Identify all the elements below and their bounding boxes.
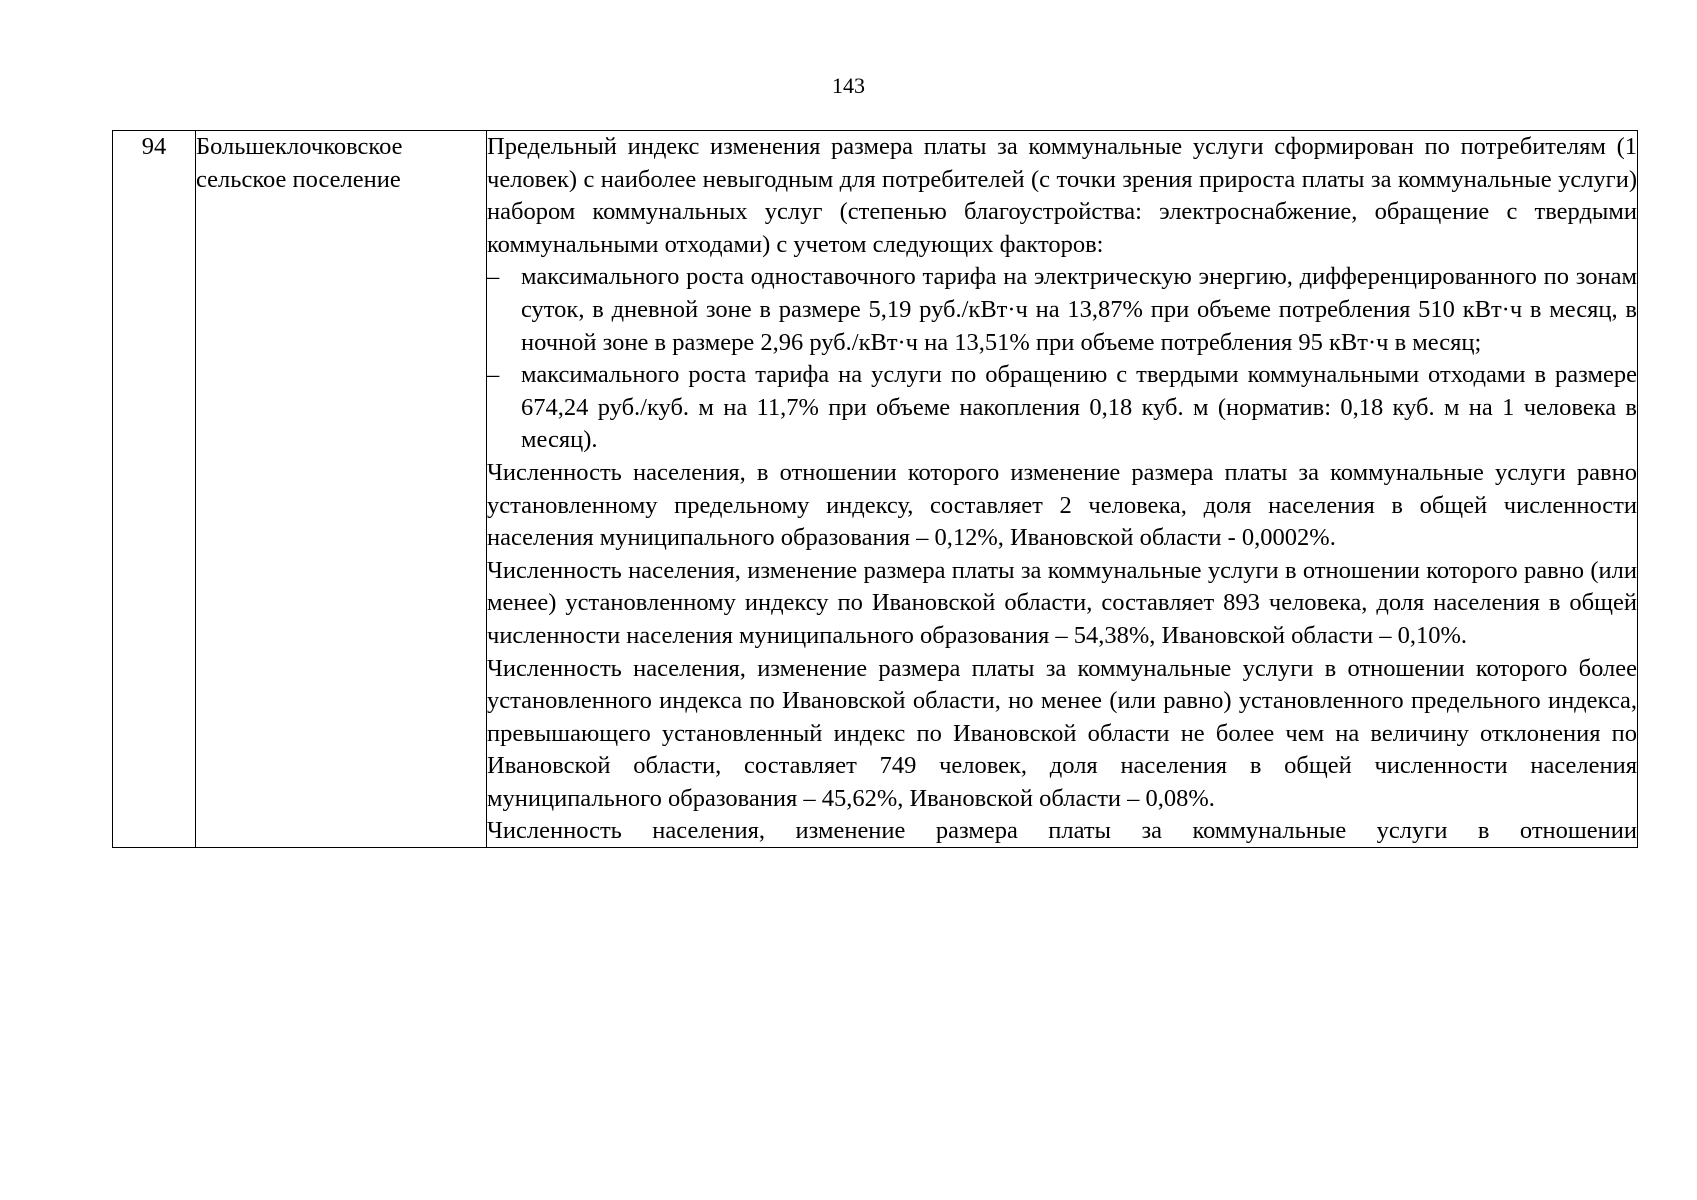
bullet-text: максимального роста тарифа на услуги по обращению с твердыми коммунальными отходами в размере 674,24 руб./куб. м на 11,7% при объеме накопления 0,18 куб. м (норматив: 0,18 куб. м на 1 человека в месяц). bbox=[521, 361, 1637, 454]
population-paragraph-below-index: Численность населения, изменение размера платы за коммунальные услуги в отношении которого равно (или менее) установленному индексу по Ивановской области, составляет 893 человека, доля населения в общей численности населения муниципального образования – 54,38%, Ивановской области – 0,10%. bbox=[487, 556, 1637, 649]
bullet-dash: – bbox=[487, 361, 500, 389]
intro-paragraph: Предельный индекс изменения размера платы за коммунальные услуги сформирован по потребителям (1 человек) с наиболее невыгодным для потребителей (с точки зрения прироста платы за коммунальные услуги) набором коммунальных услуг (степенью благоустройства: электроснабжение, обращение с твердыми коммунальными отходами) с учетом следующих факторов: bbox=[487, 133, 1637, 258]
municipality-name-cell: Большеклочковское сельское поселение bbox=[196, 131, 487, 848]
bullet-item-waste bbox=[487, 359, 1637, 457]
municipality-table bbox=[112, 130, 1638, 848]
table-row bbox=[113, 131, 1638, 848]
population-paragraph-limit: Численность населения, в отношении которого изменение размера платы за коммунальные услуги равно установленному предельному индексу, составляет 2 человека, доля населения в общей численности населения муниципального образования – 0,12%, Ивановской области - 0,0002%. bbox=[487, 458, 1637, 552]
population-paragraph-above-index: Численность населения, изменение размера платы за коммунальные услуги в отношении которого более установленного индекса по Ивановской области, но менее (или равно) установленного предельного индекса, превышающего установленный индекс по Ивановской области не более чем на величину отклонения по Ивановской области, составляет 749 человек, доля населения в общей численности населения муниципального образования – 45,62%, Ивановской области – 0,08%. bbox=[487, 654, 1637, 812]
row-index-cell: 94 bbox=[113, 131, 196, 848]
bullet-item-electricity bbox=[487, 261, 1637, 359]
bullet-dash: – bbox=[487, 263, 500, 291]
bullet-text: максимального роста одноставочного тарифа на электрическую энергию, дифференцированного по зонам суток, в дневной зоне в размере 5,19 руб./кВт·ч на 13,87% при объеме потребления 510 кВт·ч в месяц, в ночной зоне в размере 2,96 руб./кВт·ч на 13,51% при объеме потребления 95 кВт·ч в месяц; bbox=[521, 263, 1637, 356]
description-cell bbox=[487, 131, 1638, 848]
continuation-line: Численность населения, изменение размера платы за коммунальные услуги в отношении bbox=[487, 817, 1637, 845]
page-number: 143 bbox=[832, 73, 865, 98]
